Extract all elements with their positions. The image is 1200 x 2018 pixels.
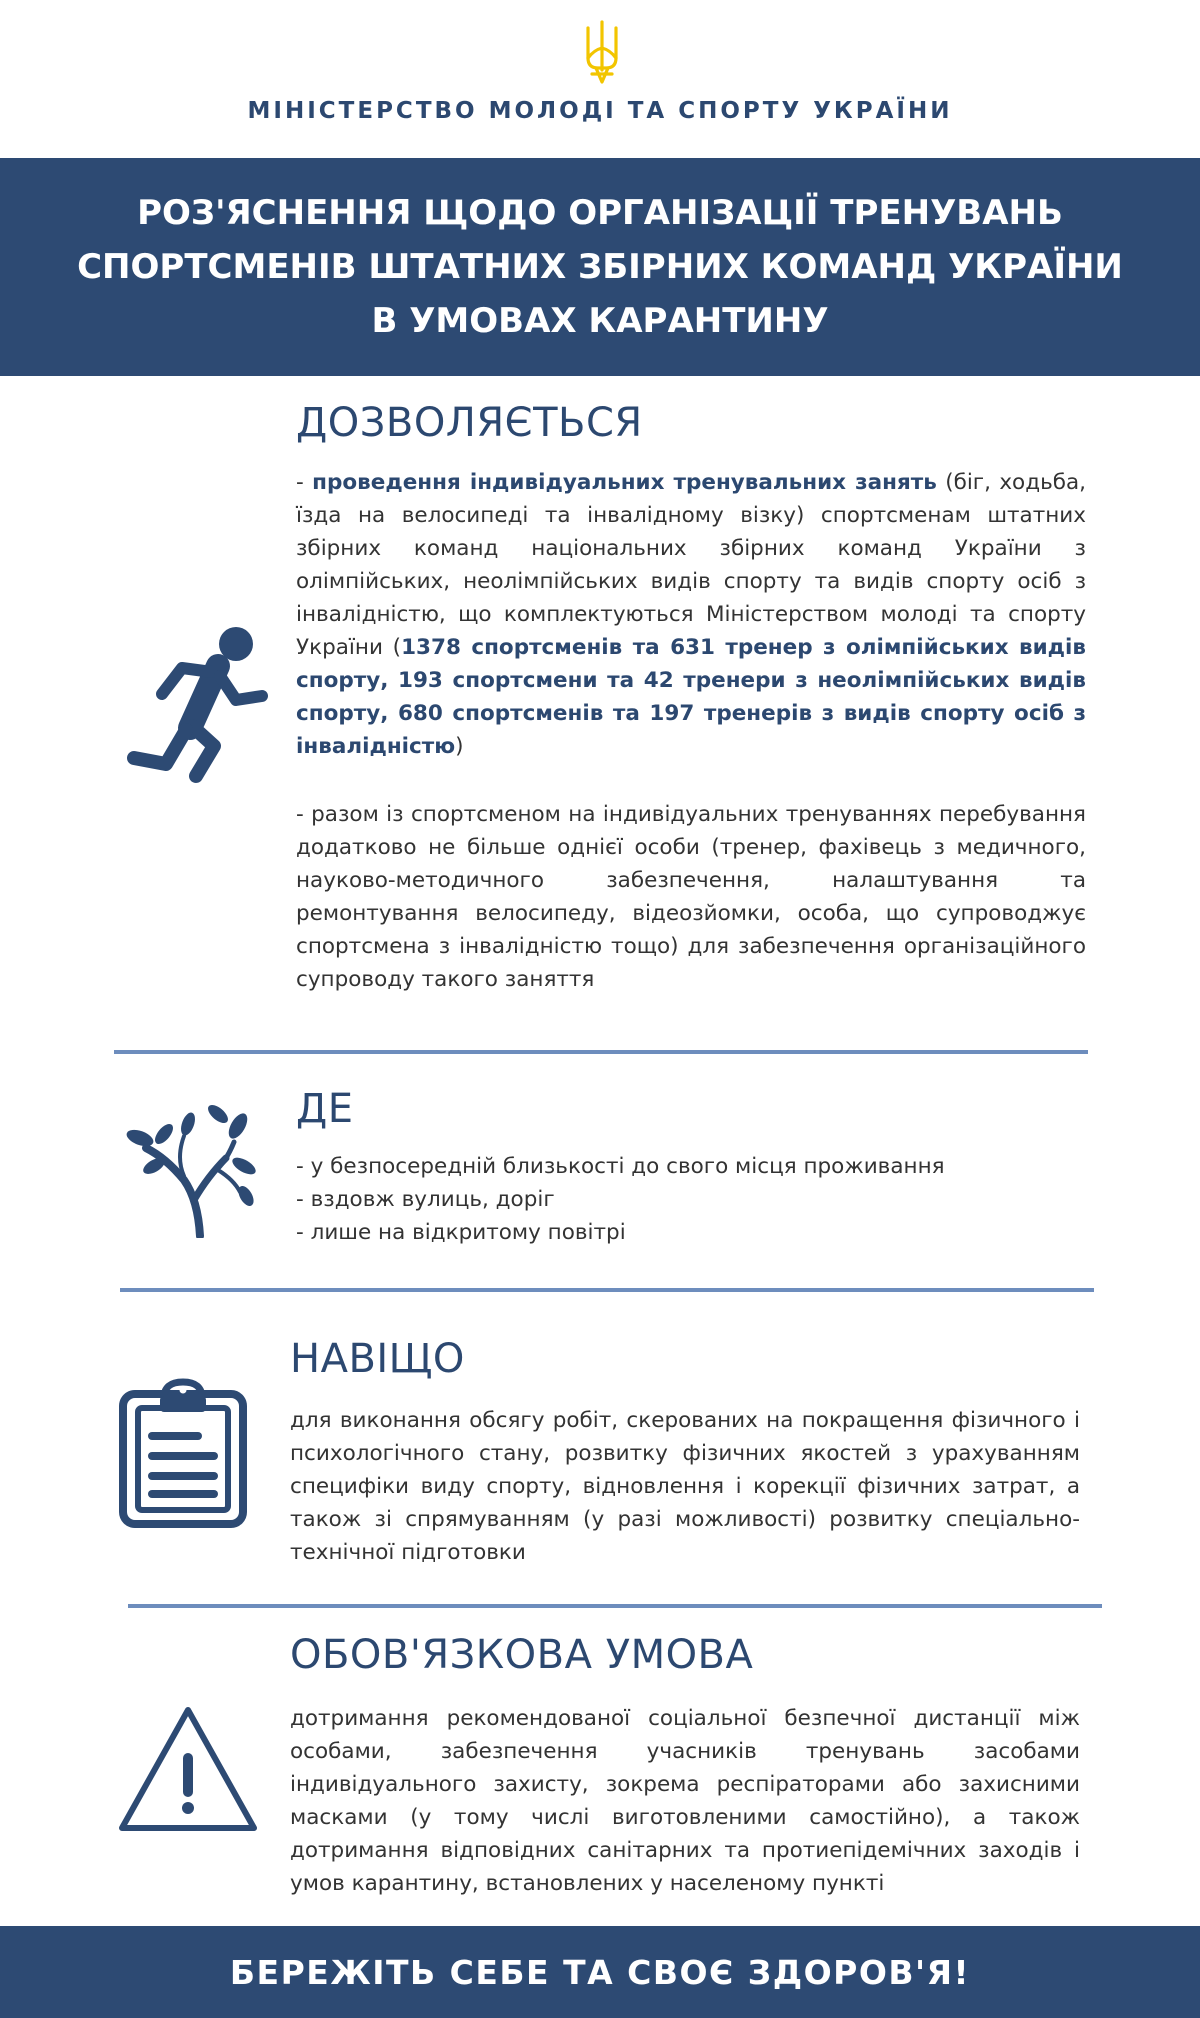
footer-slogan: БЕРЕЖІТЬ СЕБЕ ТА СВОЄ ЗДОРОВ'Я! (229, 1952, 971, 1992)
why-text: для виконання обсягу робіт, скерованих на покращення фізичного і психологічного стану, розвитку фізичних якостей з урахуванням специфіки виду спорту, відновлення і корекції фізичних затрат, а також зі спрямуванням (у разі можливості) розвитку спеціально-технічної підготовки (290, 1408, 1080, 1565)
tree-icon (126, 1096, 256, 1238)
clipboard-icon (118, 1376, 248, 1528)
list-item: - вздовж вулиць, доріг (296, 1187, 555, 1212)
where-list (296, 1150, 1086, 1249)
condition-text: дотримання рекомендованої соціальної безпечної дистанції між особами, забезпечення учасників тренувань засобами індивідуального захисту, зокрема респіраторами або захисними масками (у тому числі виготовленими самостійно), а також дотримання відповідних санітарних та протиепідемічних заходів і умов карантину, встановлених у населеному пункті (290, 1706, 1080, 1896)
section-title-where: ДЕ (296, 1086, 354, 1132)
divider-2 (120, 1288, 1094, 1292)
allowed-paragraph-2: - разом із спортсменом на індивідуальних тренуваннях перебування додатково не більше однієї особи (тренер, фахівець з медичного, науково-методичного забезпечення, налаштування та ремонтування велосипеду, відеозйомки, особа, що супроводжує спортсмена з інвалідністю тощо) для забезпечення організаційного супроводу такого заняття (296, 802, 1086, 992)
allowed-bold-2: 1378 спортсменів та 631 тренер з олімпійських видів спорту, 193 спортсмени та 42 тренери з неолімпійських видів спорту, 680 спортсменів та 197 тренерів з видів спорту осіб з інвалідністю (296, 635, 1086, 759)
divider-1 (114, 1050, 1088, 1054)
page-title (50, 186, 1150, 348)
allowed-paragraph-1 (296, 466, 1086, 763)
trident-icon (582, 18, 622, 88)
ministry-name: МІНІСТЕРСТВО МОЛОДІ ТА СПОРТУ УКРАЇНИ (247, 98, 953, 124)
section-title-why: НАВІЩО (290, 1336, 465, 1382)
divider-3 (128, 1604, 1102, 1608)
allowed-bold-1: проведення індивідуальних тренувальних занять (312, 470, 937, 495)
allowed-text-end: ) (455, 734, 464, 759)
title-banner (0, 158, 1200, 376)
warning-triangle-icon (116, 1704, 260, 1834)
header (0, 0, 1200, 158)
section-title-allowed: ДОЗВОЛЯЄТЬСЯ (296, 400, 643, 446)
section-title-condition: ОБОВ'ЯЗКОВА УМОВА (290, 1632, 754, 1678)
list-item: - лише на відкритому повітрі (296, 1220, 626, 1245)
allowed-text-1: (біг, ходьба, їзда на велосипеді та інвалідному візку) спортсменам штатних збірних команд національних збірних команд України з олімпійських, неолімпійських видів спорту та видів спорту осіб з інвалідністю, що комплектуються Міністерством молоді та спорту України ( (296, 470, 1087, 660)
allowed-dash: - (296, 470, 313, 495)
running-person-icon (126, 622, 268, 786)
title-line-2: СПОРТСМЕНІВ ШТАТНИХ ЗБІРНИХ КОМАНД УКРАЇНИ (77, 247, 1123, 287)
list-item: - у безпосередній близькості до свого місця проживання (296, 1154, 945, 1179)
title-line-3: В УМОВАХ КАРАНТИНУ (371, 301, 829, 341)
footer-banner (0, 1926, 1200, 2018)
title-line-1: РОЗ'ЯСНЕННЯ ЩОДО ОРГАНІЗАЦІЇ ТРЕНУВАНЬ (137, 193, 1063, 233)
